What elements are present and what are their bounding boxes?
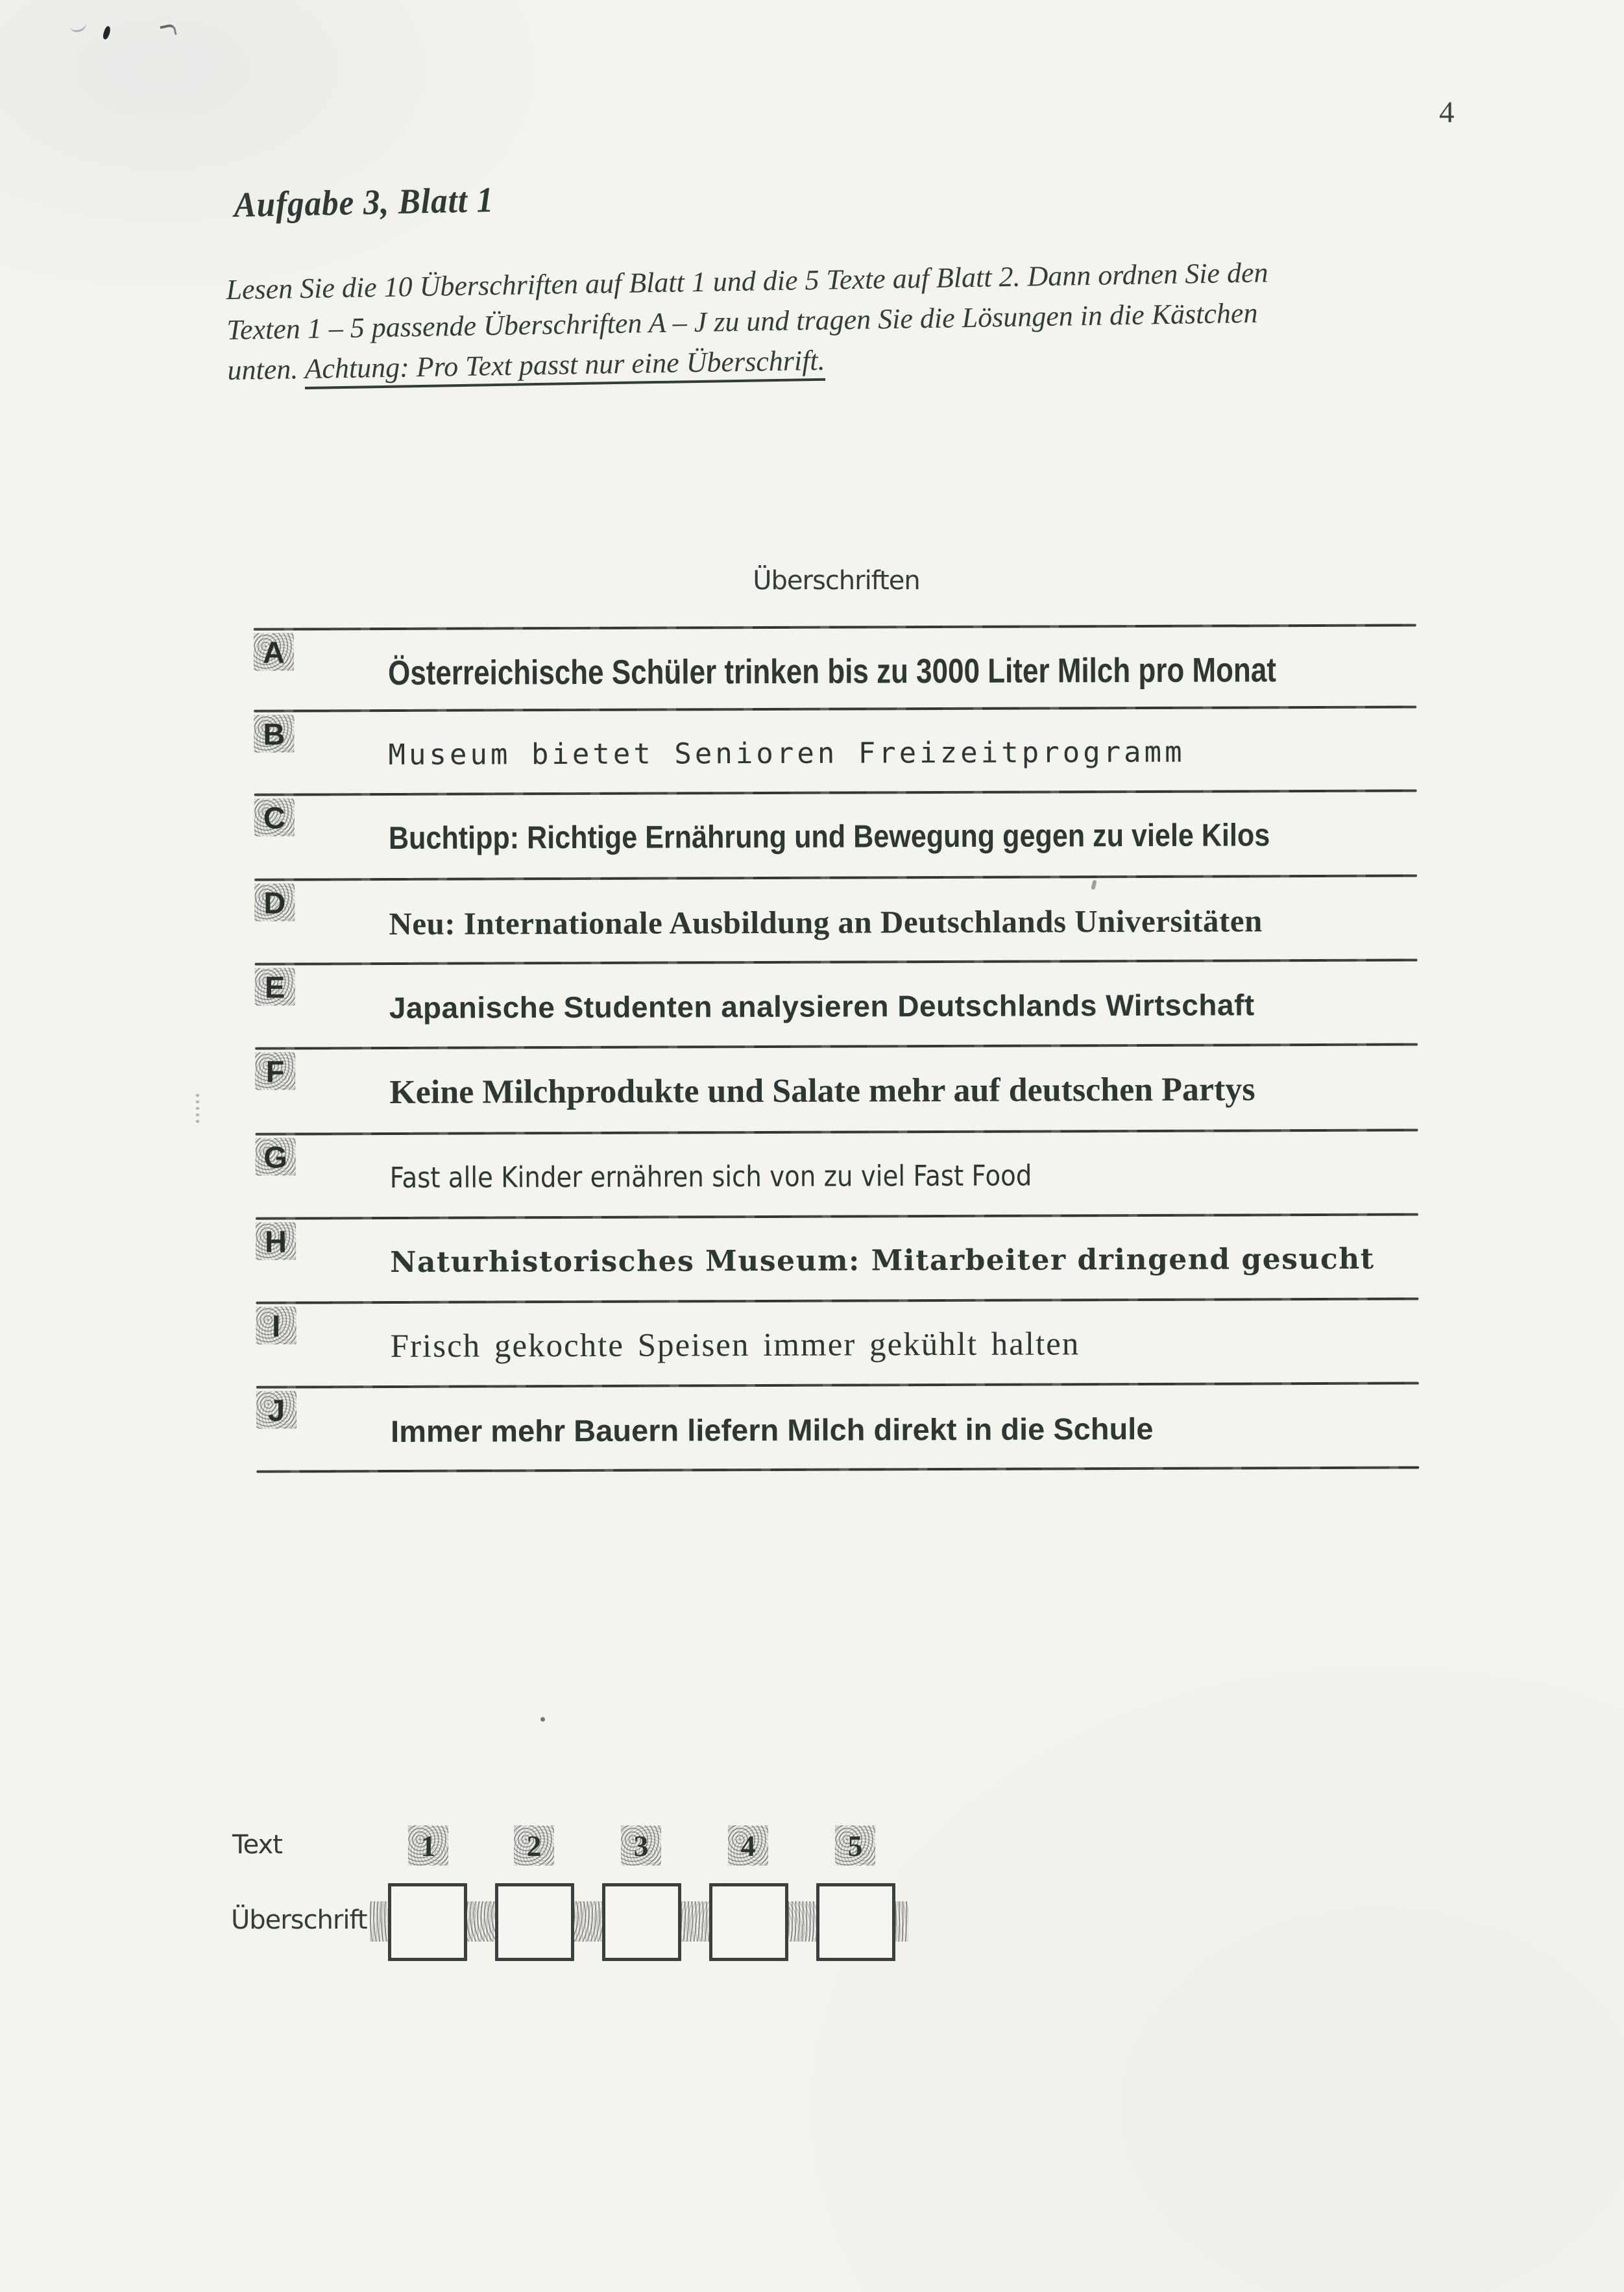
heading-row-c [254, 789, 1417, 877]
text-number: 2 [526, 1829, 542, 1862]
heading-text: Museum bietet Senioren Freizeitprogramm [388, 735, 1185, 772]
letter-label: B [263, 716, 285, 751]
letter-label: I [271, 1308, 281, 1343]
answer-box-5[interactable] [816, 1883, 895, 1961]
heading-row-j [256, 1382, 1419, 1470]
letter-label: H [265, 1224, 287, 1259]
heading-text: Japanische Studenten analysieren Deutschlands Wirtschaft [389, 988, 1255, 1025]
letter-badge-j [256, 1391, 297, 1429]
letter-label: G [263, 1140, 288, 1175]
text-number: 4 [740, 1829, 756, 1862]
text-row-label: Text [232, 1830, 282, 1860]
text-number: 3 [633, 1829, 649, 1862]
instruction-prefix: unten. [227, 353, 305, 386]
letter-label: C [263, 800, 285, 835]
heading-text: Neu: Internationale Ausbildung an Deutschlands Universitäten [389, 902, 1263, 942]
task-title: Aufgabe 3, Blatt 1 [234, 179, 494, 225]
heading-row-e [255, 958, 1418, 1047]
text-number-badge-3 [621, 1825, 661, 1866]
instruction-line: Lesen Sie die 10 Überschriften auf Blatt 1 und die 5 Texte auf Blatt 2. Dann ordnen Sie den [226, 256, 1268, 306]
text-number-badge-4 [728, 1825, 768, 1866]
answer-box-1[interactable] [388, 1883, 467, 1961]
page-number: 4 [1439, 95, 1455, 129]
instruction-line: Texten 1 – 5 passende Überschriften A – J zu und tragen Sie die Lösungen in die Kästchen [226, 297, 1258, 346]
letter-label: A [262, 635, 285, 670]
letter-badge-i [256, 1307, 296, 1345]
letter-badge-a [254, 633, 294, 671]
letter-badge-g [256, 1138, 296, 1176]
heading-text: Buchtipp: Richtige Ernährung und Bewegung gegen zu viele Kilos [388, 818, 1270, 857]
heading-row-h [256, 1213, 1418, 1301]
letter-badge-b [254, 715, 294, 753]
heading-text: Frisch gekochte Speisen immer gekühlt halten [390, 1326, 1080, 1365]
heading-row-g [256, 1128, 1418, 1217]
heading-text: Österreichische Schüler trinken bis zu 3000 Liter Milch pro Monat [387, 650, 1277, 692]
heading-row-d [254, 874, 1417, 962]
answer-box-4[interactable] [709, 1883, 788, 1961]
letter-label: F [265, 1054, 285, 1089]
letter-badge-c [254, 799, 295, 836]
ueberschrift-row-label: Überschrift [231, 1905, 367, 1935]
text-number-badge-1 [408, 1825, 448, 1866]
letter-badge-e [255, 968, 295, 1006]
text-number: 1 [420, 1829, 436, 1862]
heading-text: Keine Milchprodukte und Salate mehr auf deutschen Partys [389, 1070, 1255, 1111]
heading-text: Naturhistorisches Museum: Mitarbeiter dringend gesucht [390, 1242, 1375, 1279]
text-number-badge-5 [835, 1825, 875, 1866]
row-divider [254, 624, 1416, 630]
letter-label: E [264, 969, 285, 1005]
answer-box-2[interactable] [495, 1883, 574, 1961]
heading-row-a [254, 624, 1416, 712]
heading-row-f [255, 1043, 1418, 1131]
headings-section-title: Überschriften [753, 566, 920, 596]
heading-row-b [254, 705, 1416, 794]
heading-row-i [256, 1297, 1418, 1385]
letter-label: J [267, 1393, 285, 1428]
heading-text: Immer mehr Bauern liefern Milch direkt in die Schule [391, 1411, 1154, 1448]
text-number-badge-2 [514, 1825, 554, 1866]
text-number: 5 [847, 1829, 863, 1862]
letter-badge-h [256, 1223, 296, 1260]
letter-label: D [263, 885, 286, 920]
heading-text: Fast alle Kinder ernähren sich von zu viel Fast Food [389, 1159, 1032, 1195]
letter-badge-f [255, 1053, 295, 1090]
answer-box-3[interactable] [602, 1883, 681, 1961]
achtung-note: Achtung: Pro Text passt nur eine Überschrift. [304, 344, 825, 385]
letter-badge-d [254, 884, 295, 921]
